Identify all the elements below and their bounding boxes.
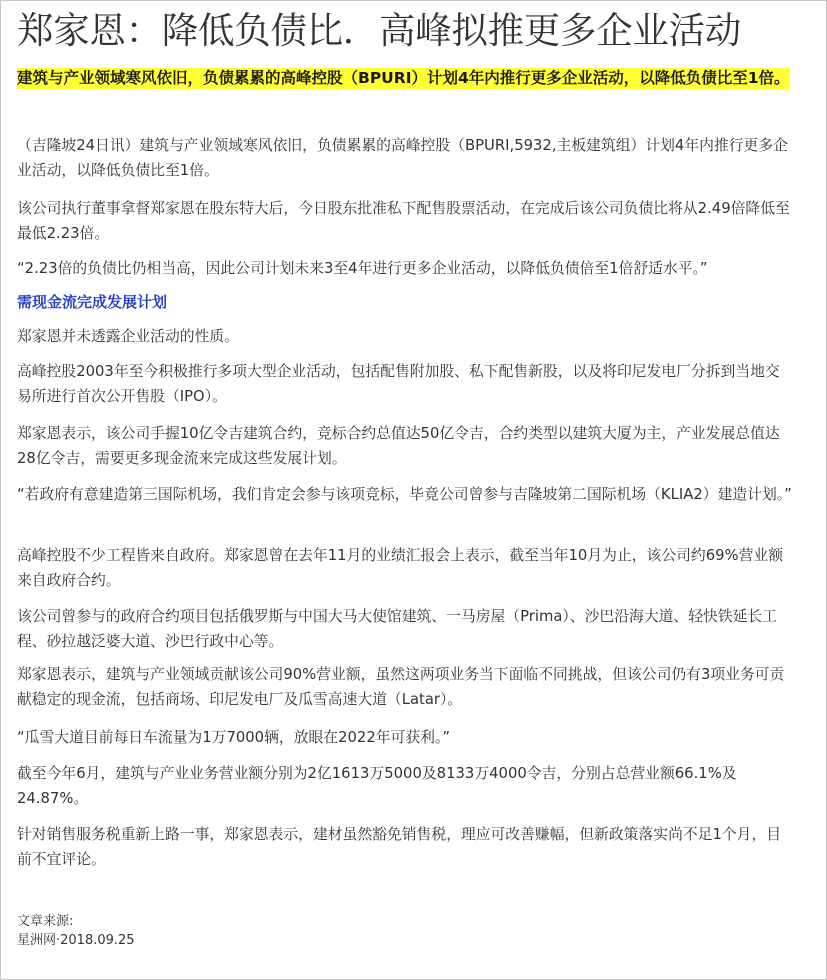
article-paragraph: （吉隆坡24日讯）建筑与产业领域寒风依旧，负债累累的高峰控股（BPURI,5932,主板建筑组）计划4年内推行更多企业活动，以降低负债比至1倍。 xyxy=(17,137,788,179)
article-subheading: 需现金流完成发展计划 xyxy=(17,293,168,311)
article-paragraph: “若政府有意建造第三国际机场，我们肯定会参与该项竞标，毕竟公司曾参与吉隆坡第二国际机场（KLIA2）建造计划。” xyxy=(17,486,792,503)
article-paragraph: 针对销售服务税重新上路一事，郑家恩表示，建材虽然豁免销售税，理应可改善赚幅，但新政策落实尚不足1个月，目前不宜评论。 xyxy=(17,826,782,868)
article-headline: 郑家恩：降低负债比．高峰拟推更多企业活动 xyxy=(17,9,741,52)
article-paragraph: “2.23倍的负债比仍相当高，因此公司计划未来3至4年进行更多企业活动，以降低负债倍至1倍舒适水平。” xyxy=(17,260,708,277)
article-paragraph: 郑家恩并未透露企业活动的性质。 xyxy=(17,328,239,345)
article-paragraph: 高峰控股不少工程皆来自政府。郑家恩曾在去年11月的业绩汇报会上表示，截至当年10月为止，该公司约69%营业额来自政府合约。 xyxy=(17,547,784,589)
article-paragraph: 该公司曾参与的政府合约项目包括俄罗斯与中国大马大使馆建筑、一马房屋（Prima）、沙巴沿海大道、轻快铁延长工程、砂拉越泛婆大道、沙巴行政中心等。 xyxy=(17,608,777,650)
lead-highlight: 建筑与产业领域寒风依旧，负债累累的高峰控股（BPURI）计划4年内推行更多企业活动，以降低负债比至1倍。 xyxy=(17,69,790,87)
article-paragraph: 该公司执行董事拿督郑家恩在股东特大后，今日股东批准私下配售股票活动，在完成后该公司负债比将从2.49倍降低至最低2.23倍。 xyxy=(17,200,790,242)
article-paragraph: 郑家恩表示，建筑与产业领域贡献该公司90%营业额，虽然这两项业务当下面临不同挑战，但该公司仍有3项业务可贡献稳定的现金流，包括商场、印尼发电厂及瓜雪高速大道（Latar）。 xyxy=(17,666,785,708)
article-lead xyxy=(17,66,793,90)
article-container xyxy=(17,0,793,948)
article-paragraph: 郑家恩表示，该公司手握10亿令吉建筑合约，竞标合约总值达50亿令吉，合约类型以建筑大厦为主，产业发展总值达28亿令吉，需要更多现金流来完成这些发展计划。 xyxy=(17,425,780,467)
article-source xyxy=(17,912,135,950)
article-paragraph: 截至今年6月，建筑与产业业务营业额分别为2亿1613万5000及8133万4000令吉，分别占总营业额66.1%及24.87%。 xyxy=(17,765,737,807)
article-paragraph: 高峰控股2003年至今积极推行多项大型企业活动，包括配售附加股、私下配售新股，以及将印尼发电厂分拆到当地交易所进行首次公开售股（IPO）。 xyxy=(17,363,780,405)
source-label: 文章来源: xyxy=(17,914,74,929)
article-paragraph: “瓜雪大道目前每日车流量为1万7000辆，放眼在2022年可获利。” xyxy=(17,729,450,746)
source-value: 星洲网·2018.09.25 xyxy=(17,933,135,948)
